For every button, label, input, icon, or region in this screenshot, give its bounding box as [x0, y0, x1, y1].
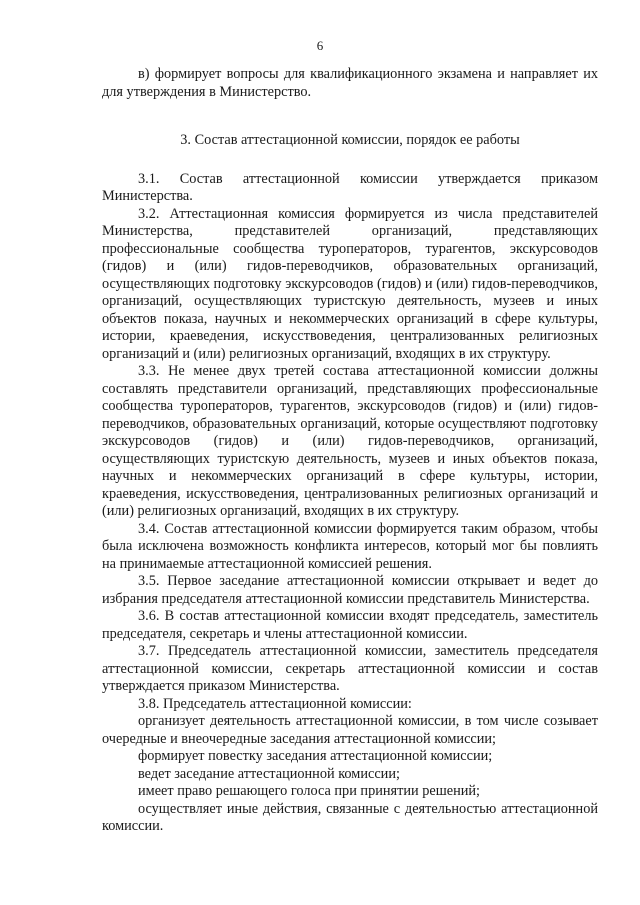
document-body — [102, 66, 598, 836]
chairman-duty-other: осуществляет иные действия, связанные с деятельностью аттестационной комиссии. — [102, 800, 598, 834]
paragraph-3-3: 3.3. Не менее двух третей состава аттестационной комиссии должны составлять представители организаций, представляющих профессиональные сообщества туроператоров, турагентов, экскурсоводов (гидов) и (или) гидов-переводчиков, образовательных организаций, которые осуществляют подготовку экскурсоводов (гидов) и (или) гидов-переводчиков, организаций, осуществляющих туристскую деятельность, музеев и иных объектов показа, научных и некоммерческих организаций в сфере культуры, истории, краеведения, искусствоведения, централизованных религиозных организаций и (или) религиозных организаций, входящих в их структуру. — [102, 363, 598, 519]
intro-paragraph: в) формирует вопросы для квалификационного экзамена и направляет их для утверждения в Министерство. — [102, 66, 598, 100]
paragraph-3-1: 3.1. Состав аттестационной комиссии утверждается приказом Министерства. — [102, 170, 598, 204]
page-number: 6 — [316, 38, 324, 53]
chairman-duty-agenda: формирует повестку заседания аттестационной комиссии; — [138, 748, 493, 764]
paragraph-3-7: 3.7. Председатель аттестационной комиссии, заместитель председателя аттестационной комиссии, секретарь аттестационной комиссии и состав утверждается приказом Министерства. — [102, 643, 598, 694]
chairman-duty-organizes: организует деятельность аттестационной комиссии, в том числе созывает очередные и внеочередные заседания аттестационной комиссии; — [102, 713, 598, 747]
paragraph-3-6: 3.6. В состав аттестационной комиссии входят председатель, заместитель председателя, секретарь и члены аттестационной комиссии. — [102, 608, 598, 642]
chairman-duty-vote: имеет право решающего голоса при принятии решений; — [138, 783, 480, 799]
section-heading: 3. Состав аттестационной комиссии, порядок ее работы — [180, 132, 520, 148]
paragraph-3-2: 3.2. Аттестационная комиссия формируется из числа представителей Министерства, представителей организаций, представляющих профессиональные сообщества туроператоров, турагентов, экскурсоводов (гидов) и (или) гидов-переводчиков, образовательных организаций, осуществляющих подготовку экскурсоводов (гидов) и (или) гидов-переводчиков, организаций, осуществляющих туристскую деятельность, музеев и иных объектов показа, научных и некоммерческих организаций в сфере культуры, истории, краеведения, искусствоведения, централизованных религиозных организаций и (или) религиозных организаций, входящих в их структуру. — [102, 205, 598, 362]
chairman-duty-leads: ведет заседание аттестационной комиссии; — [138, 765, 400, 782]
paragraph-3-8: 3.8. Председатель аттестационной комиссии: — [138, 695, 412, 712]
paragraph-3-4: 3.4. Состав аттестационной комиссии формируется таким образом, чтобы была исключена возможность конфликта интересов, который мог бы повлиять на принимаемые аттестационной комиссией решения. — [102, 520, 598, 572]
paragraph-3-5: 3.5. Первое заседание аттестационной комиссии открывает и ведет до избрания председателя аттестационной комиссии представитель Министерства. — [102, 573, 598, 607]
